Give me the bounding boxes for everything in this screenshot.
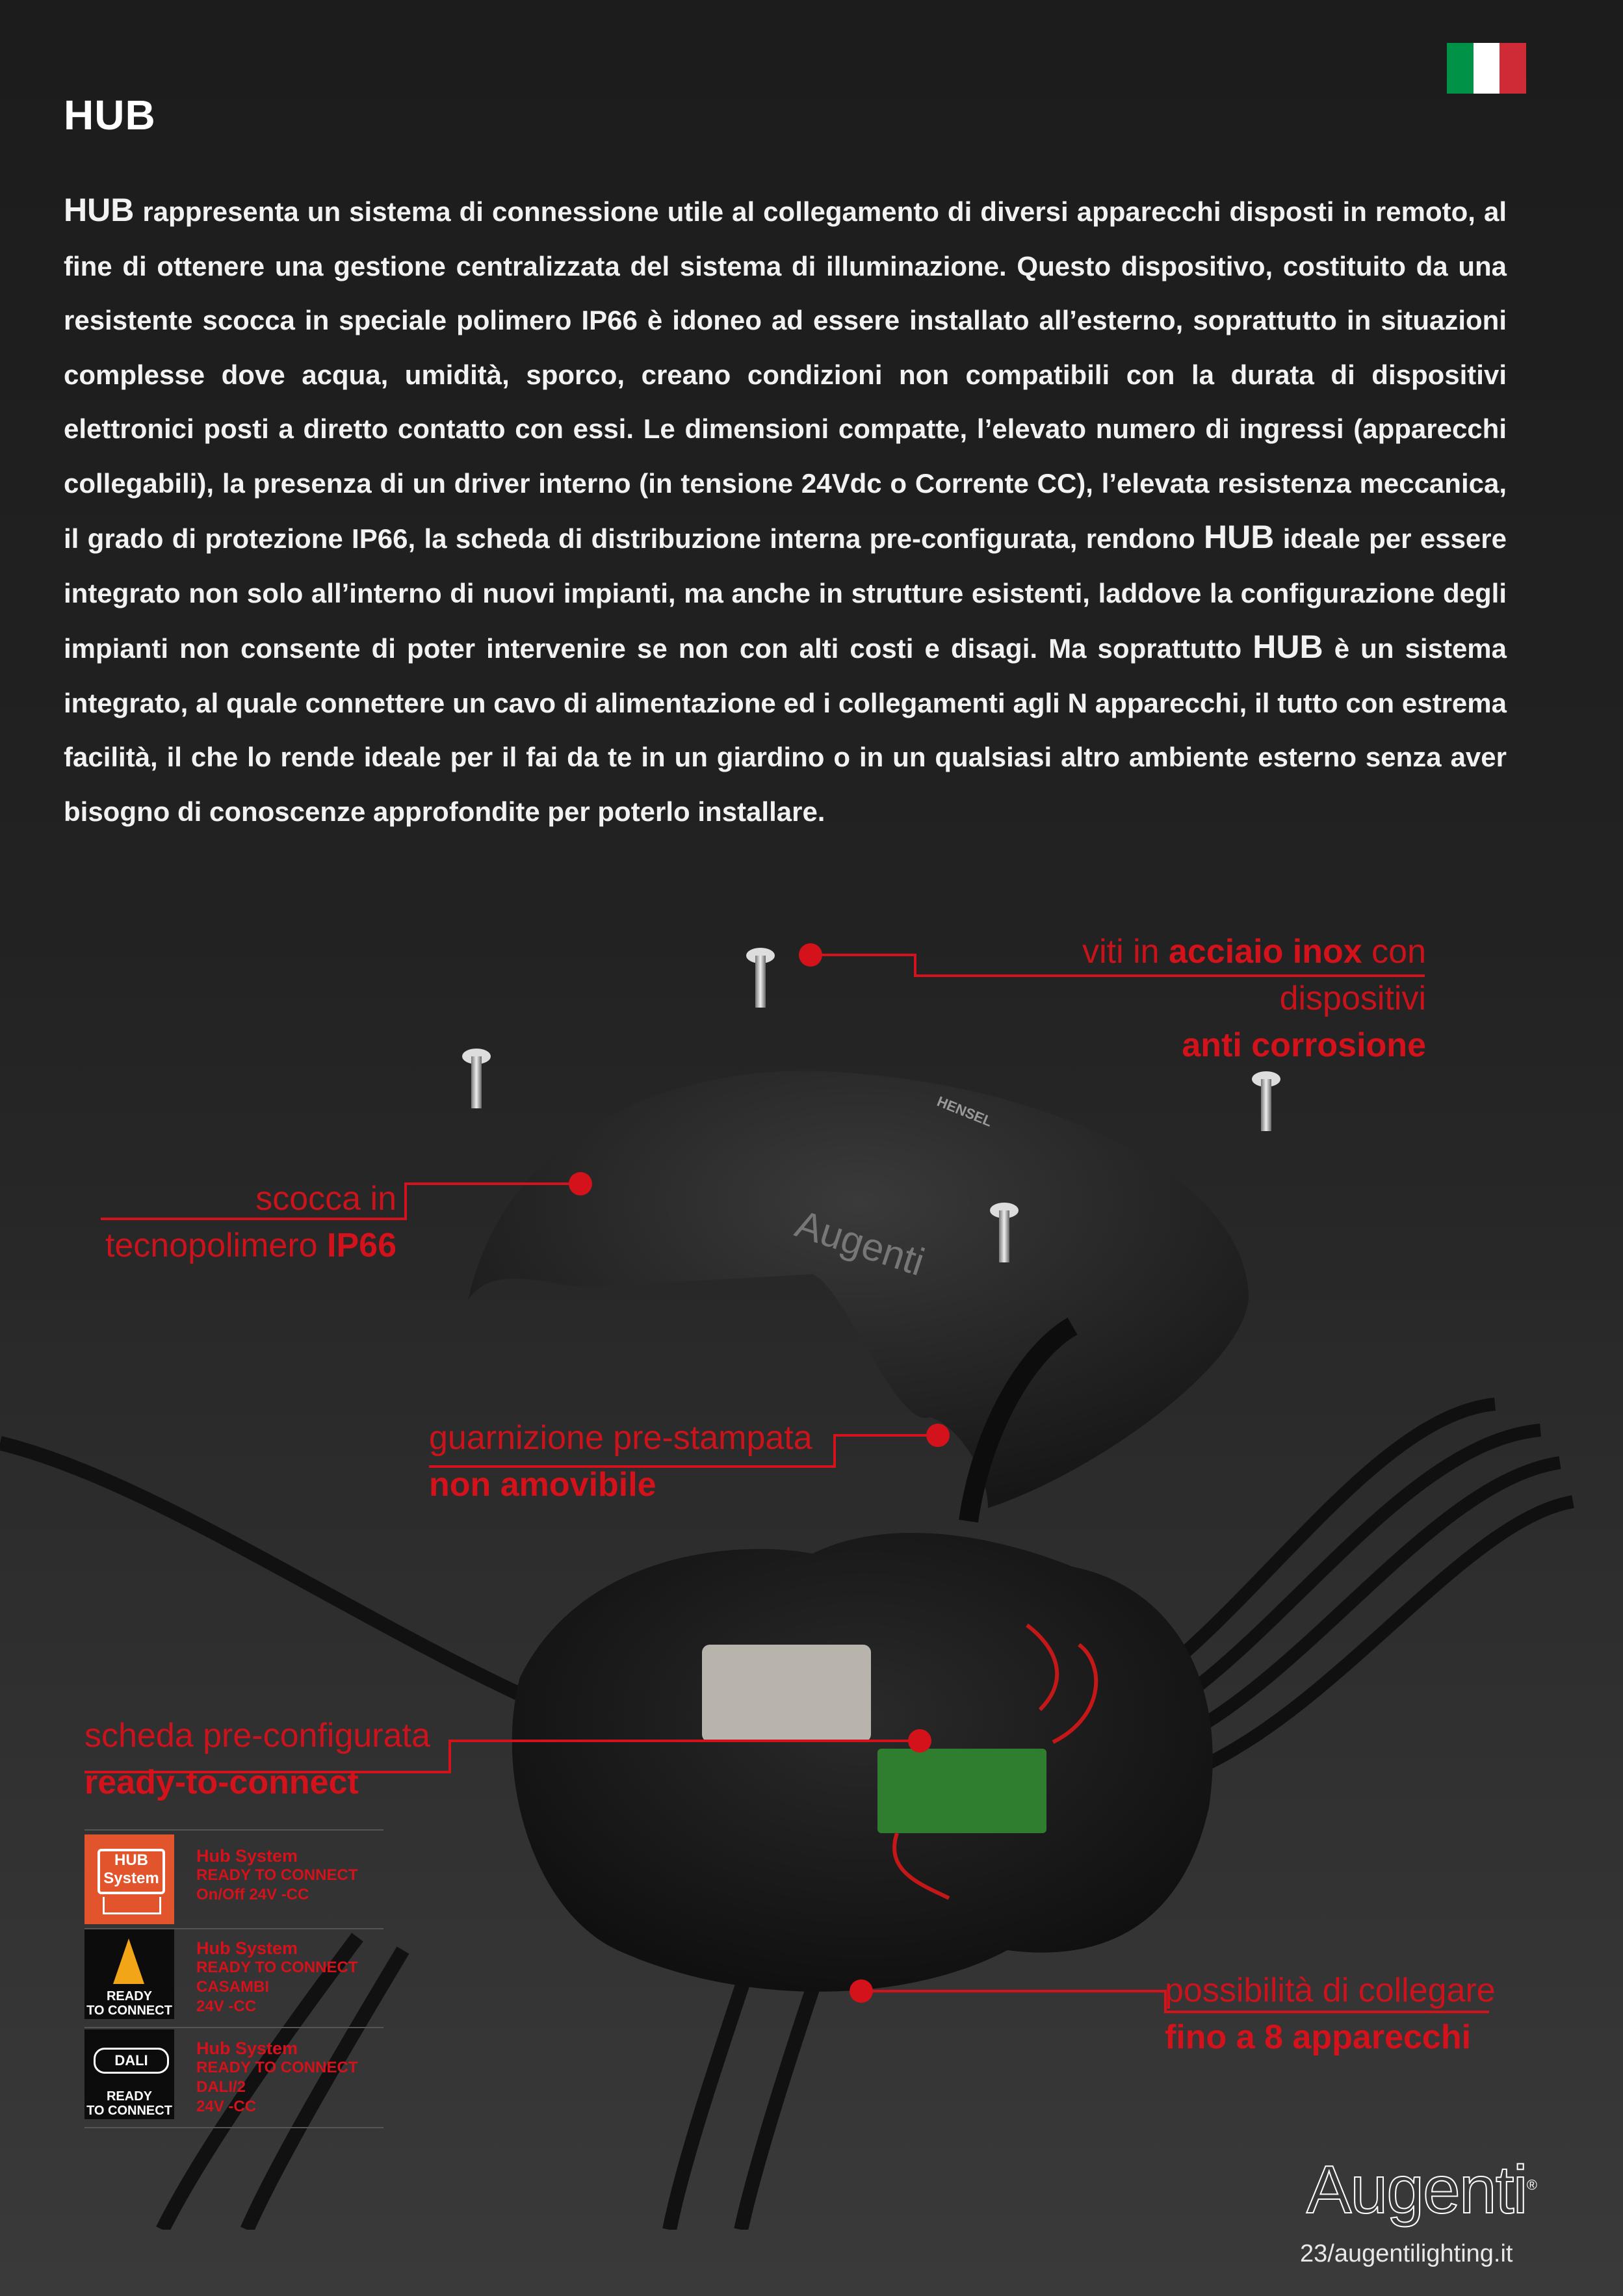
screws-line xyxy=(811,954,916,956)
casambi-ready-icon xyxy=(84,1929,174,2019)
intro-text-3: è un sistema integrato, al quale connettere un cavo di alimentazione ed i collegamenti agli N apparecchi, il tutto con estrema facilità, il che lo rende ideale per il fai da te in un giardino o in un qualsiasi altro ambiente esterno senza aver bisogno di conoscenze approfondite per poterlo installare. xyxy=(64,633,1507,827)
board-line xyxy=(448,1740,908,1742)
italian-flag-icon xyxy=(1447,43,1526,94)
hub-icon-text1: HUB xyxy=(114,1851,148,1869)
callout-screws-light: viti in xyxy=(1082,933,1169,971)
board-line-v xyxy=(448,1740,451,1773)
badge-line1: Hub System xyxy=(196,1846,298,1866)
gasket-dot xyxy=(926,1424,950,1447)
gasket-line-v xyxy=(833,1434,836,1468)
cover-brand-text: Augenti xyxy=(790,1201,930,1285)
dali-ready-icon xyxy=(84,2029,174,2119)
callout-shell-light: tecnopolimero xyxy=(105,1227,328,1264)
casambi-icon-text1: READY xyxy=(106,1989,152,2003)
badge-dali xyxy=(84,2029,383,2128)
badge-line2: READY TO CONNECT xyxy=(196,1866,358,1884)
badge-line3: DALI/2 xyxy=(196,2078,246,2096)
hub-system-icon xyxy=(84,1834,174,1924)
flag-green-stripe xyxy=(1447,43,1474,94)
gasket-line xyxy=(833,1434,926,1437)
callout-screws-line2: anti corrosione xyxy=(1182,1026,1426,1064)
badge-hub-onoff xyxy=(84,1829,383,1929)
hub-bold-3: HUB xyxy=(1253,629,1323,665)
badge-text xyxy=(196,2039,357,2117)
callout-shell-bold: IP66 xyxy=(327,1227,396,1264)
intro-text-1: rappresenta un sistema di connessione utile al collegamento di diversi apparecchi disposti in remoto, al fine di ottenere una gestione centralizzata del sistema di illuminazione. Questo dispositivo, costituito da una resistente scocca in speciale polimero IP66 è idoneo ad essere installato all’esterno, soprattutto in situazioni complesse dove acqua, umidità, sporco, creano condizioni non compatibili con la durata di dispositivi elettronici posti a diretto contatto con essi. Le dimensioni compatte, l’elevato numero di ingressi (apparecchi collegabili), la presenza di un driver interno (in tensione 24Vdc o Corrente CC), l’elevata resistenza meccanica, il grado di protezione IP66, la scheda di distribuzione interna pre-configurata, rendono xyxy=(64,196,1507,554)
logo-text: Augenti xyxy=(1306,2152,1527,2228)
screws-line-v xyxy=(914,954,916,977)
augenti-logo: Augenti® xyxy=(1306,2152,1536,2228)
callout-screws-bold: acciaio inox xyxy=(1169,933,1362,971)
badge-line1: Hub System xyxy=(196,2039,298,2058)
callout-screws xyxy=(939,928,1426,1069)
badge-line1: Hub System xyxy=(196,1938,298,1958)
dali-icon-text2: TO CONNECT xyxy=(86,2104,172,2118)
cover-hensel-text: HENSEL xyxy=(935,1093,995,1130)
callout-gasket-line1: guarnizione pre-stampata xyxy=(429,1419,812,1457)
callout-gasket-line2: non amovibile xyxy=(429,1466,656,1504)
flag-red-stripe xyxy=(1500,43,1526,94)
callout-shell xyxy=(97,1175,396,1269)
callout-connect-line2: fino a 8 apparecchi xyxy=(1165,2018,1472,2056)
hub-bold-2: HUB xyxy=(1204,519,1275,555)
green-connector-board xyxy=(877,1749,1046,1833)
casambi-icon-text2: TO CONNECT xyxy=(86,2003,172,2018)
callout-connect-line1: possibilità di collegare xyxy=(1165,1972,1496,2009)
badge-line2: READY TO CONNECT xyxy=(196,2059,358,2076)
hub-icon-text2: System xyxy=(103,1870,159,1887)
badge-line2: READY TO CONNECT xyxy=(196,1959,358,1976)
page-title: HUB xyxy=(64,92,156,138)
intro-paragraph xyxy=(64,183,1507,839)
page-footer: 23/augentilighting.it xyxy=(1300,2240,1513,2267)
callout-screws-light2: con dispositivi xyxy=(1279,933,1426,1017)
badge-text xyxy=(196,1938,357,2016)
badge-line4: 24V -CC xyxy=(196,1998,257,2015)
intro-text-2: ideale per essere integrato non solo all’interno di nuovi impianti, ma anche in strutture esistenti, laddove la configurazione degli impianti non consente di poter intervenire se non con alti costi e disagi. Ma soprattutto xyxy=(64,523,1507,664)
shell-line xyxy=(404,1182,569,1185)
badge-text xyxy=(196,1846,357,1905)
badge-line3: On/Off 24V -CC xyxy=(196,1886,309,1903)
board-dot xyxy=(908,1729,931,1753)
terminal-block xyxy=(702,1645,871,1742)
callout-shell-line1: scocca in xyxy=(255,1180,396,1218)
callout-board-line2: ready-to-connect xyxy=(84,1764,359,1801)
callout-connect xyxy=(1165,1967,1496,2061)
shell-line-v xyxy=(404,1182,407,1220)
dali-logo-text: DALI xyxy=(94,2048,169,2074)
callout-board-line1: scheda pre-configurata xyxy=(84,1717,430,1755)
hub-bold-1: HUB xyxy=(64,192,135,228)
dali-icon-text1: READY xyxy=(106,2089,152,2104)
badge-casambi xyxy=(84,1929,383,2028)
badge-line4: 24V -CC xyxy=(196,2098,257,2115)
connect-line xyxy=(861,1990,1167,1992)
flag-white-stripe xyxy=(1474,43,1500,94)
callout-board xyxy=(84,1712,430,1806)
callout-gasket xyxy=(429,1415,812,1508)
badge-line3: CASAMBI xyxy=(196,1978,269,1996)
shell-dot xyxy=(569,1172,592,1195)
